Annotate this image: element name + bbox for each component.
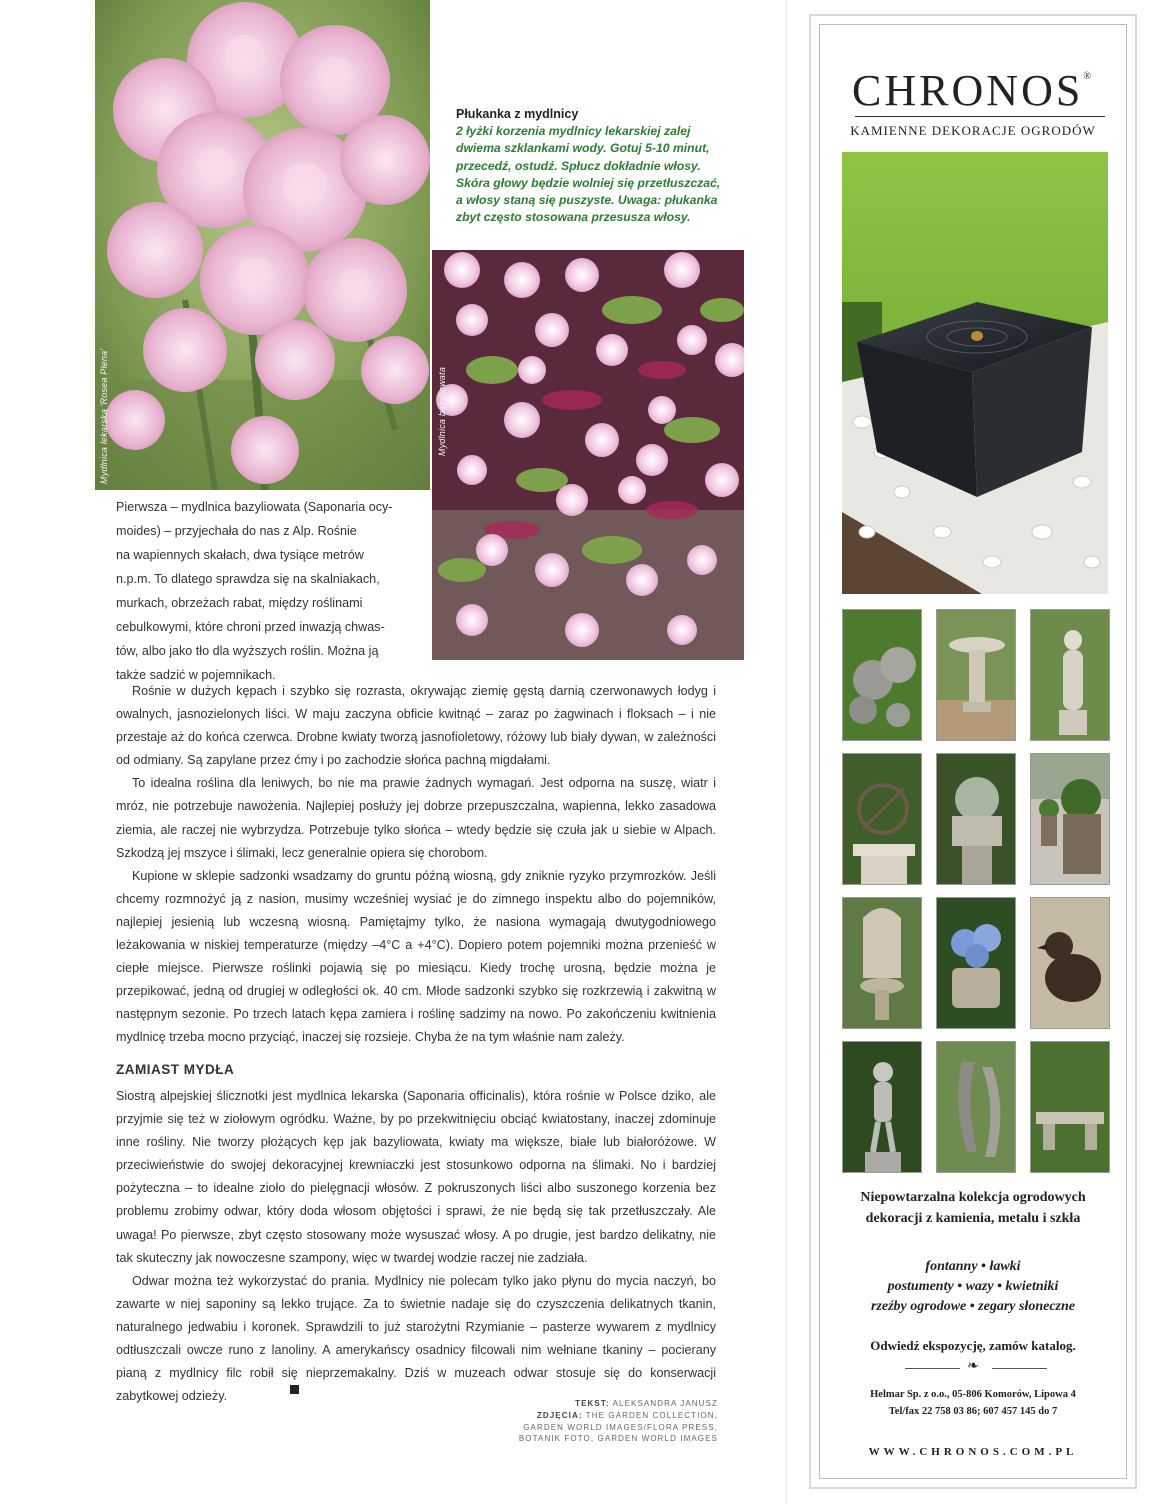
credits-photo-label: ZDJĘCIA:	[536, 1410, 583, 1420]
statue-thumb	[1030, 609, 1110, 741]
recipe-line: 2 łyżki korzenia mydlnicy lekarskiej zalej	[456, 124, 691, 139]
ad-headline-2: dekoracji z kamienia, metalu i szkła	[865, 1211, 1081, 1226]
credits-photo-line: GARDEN WORLD IMAGES/FLORA PRESS,	[523, 1422, 718, 1432]
soapwort-rosea-plena-photo	[95, 0, 430, 490]
article-paragraph: Siostrą alpejskiej ślicznotki jest mydlnica lekarska (Saponaria officinalis), która rośnie w Polsce dziko, ale przyjmie się też w ziołowym ogródku. Ważne, by po przekwitnięciu obciąć kwiatostany, inaczej zdominuje inne rośliny. Nie tworzy płożących kęp jak bazyliowata, kwiaty ma większe, białe lub białoróżowe. W przeciwieństwie do swojej dekoracyjnej krewniaczki jest stosunkowo odporna na ślimaki. No i bardziej pożyteczna – to idealne zioło do pielęgnacji włosów. Z pokruszonych liści albo suszonego korzenia bez problemu zrobimy odwar, który doda włosom objętości i sprawi, że nie będą się tak przetłuszczały. Ale uwaga! Po pierwsze, zbyt często stosowany może wysuszać włosy. A po drugie, jest bardzo delikatny, nie tak skuteczny jak nowoczesne szampony, więc w twardej wodzie raczej nie zadziała.	[116, 1089, 716, 1265]
ad-address-2: Tel/fax 22 758 03 86; 607 457 145 do 7	[888, 1406, 1058, 1417]
ad-products-3: rzeźby ogrodowe • zegary słoneczne	[871, 1299, 1075, 1314]
right-photo-caption: Mydlnica bazyliowata	[437, 366, 447, 456]
sundial-thumb	[842, 753, 922, 885]
credits-text-label: TEKST:	[575, 1399, 610, 1408]
bird-sculpture-thumb	[1030, 897, 1110, 1029]
credits-author: ALEKSANDRA JANUSZ	[612, 1399, 718, 1408]
stone-bench-thumb	[1030, 1041, 1110, 1173]
chronos-advertisement[interactable]	[809, 14, 1137, 1489]
left-photo-caption: Mydlnica lekarska 'Rosea Plena'	[99, 348, 109, 484]
fountain-photo	[842, 152, 1108, 594]
article-paragraph: Odwar można też wykorzystać do prania. Mydlnicy nie polecam tylko jako płynu do mycia naczyń, bo zawarte w niej saponiny są lekko trujące. Za to świetnie nadaje się do czyszczenia delikatnych tkanin, naturalnego jedwabiu i koronek. Sprawdzili to już starożytni Rzymianie – pasterze wywarem z mydlnicy odtłuszczali owcze runo z lanoliny. A amerykańscy osadnicy filcowali nim wełniane tkaniny – pocierany pianą z mydlnicy filc robił się nieprzemakalny. Dziś w muzeach odwar stosuje się do konserwacji zabytkowej odzieży.	[116, 1273, 716, 1404]
stone-sculpture-thumb	[936, 1041, 1016, 1173]
recipe-line: Skóra głowy będzie wolniej się przetłuszczać,	[456, 175, 721, 190]
credits	[400, 1398, 718, 1445]
article-paragraph: To idealna roślina dla leniwych, bo nie ma prawie żadnych wymagań. Jest odporna na suszę, wiatr i mróz, nie potrzebuje nawożenia. Najlepiej posłuży jej dobrze przepuszczalna, wapienna, lekko zasadowa ziemia, ale raczej nie wybrzydza. Potrzebuje tylko słońca – wtedy będzie się czuła jak u siebie w Alpach. Szkodzą jej mszyce i ślimaki, lecz generalnie opiera się chorobom.	[116, 776, 716, 860]
ad-subtitle: KAMIENNE DEKORACJE OGRODÓW	[850, 123, 1096, 138]
recipe-title: Płukanka z mydlnicy	[456, 107, 579, 121]
end-mark	[290, 1385, 299, 1394]
intro-line: Pierwsza – mydlnica bazyliowata (Saponaria ocy-	[116, 500, 393, 514]
ad-address-1: Helmar Sp. z o.o., 05-806 Komorów, Lipowa 4	[870, 1389, 1076, 1400]
intro-line: murkach, obrzeżach rabat, między roślinami	[116, 596, 363, 610]
page-divider	[786, 0, 787, 1504]
ad-products-2: postumenty • wazy • kwietniki	[887, 1279, 1059, 1294]
ad-products-1: fontanny • ławki	[925, 1259, 1021, 1274]
article-intro	[116, 495, 426, 687]
intro-line: także sadzić w pojemnikach.	[116, 668, 276, 682]
ad-frame	[819, 24, 1127, 1479]
article-paragraph: Kupione w sklepie sadzonki wsadzamy do gruntu późną wiosną, gdy zniknie ryzyko przymrozków. Jeśli chcemy rozmnożyć ją z nasion, musimy wcześniej wysiać je do zimnego inspektu albo do pojemników, najlepiej jesienią lub wczesną wiosną. Pamiętajmy tylko, że nasiona wymagają dwutygodniowego leżakowania w niskiej temperaturze (między –4°C a +4°C). Dopiero potem pojemniki można przenieść w ciepłe miejsce. Pierwsze roślinki pojawią się po miesiącu. Kiedy trochę urosną, będzie można je przepikować, jedną od drugiej w odległości ok. 40 cm. Młode sadzonki szybko się rozkrzewią i zakwitną w następnym sezonie. Po trzech latach kępa zamiera i roślinę sadzimy na nowo. Po zakończeniu kwitnienia mydlnicę trzeba mocno przyciąć, inaczej się rozsieje. Chyba że na tym właśnie nam zależy.	[116, 868, 716, 1045]
recipe-line: zbyt często stosowana przesusza włosy.	[456, 210, 691, 225]
ad-brand	[820, 65, 1126, 116]
intro-line: tów, albo jako tło dla wyższych roślin. Można ją	[116, 644, 379, 658]
intro-line: na wapiennych skałach, dwa tysiące metrów	[116, 548, 364, 562]
ad-headline-1: Niepowtarzalna kolekcja ogrodowych	[860, 1190, 1086, 1205]
soapwort-ocymoides-photo	[432, 250, 744, 660]
credits-photo-line: THE GARDEN COLLECTION,	[585, 1410, 718, 1420]
cherub-statue-thumb	[842, 1041, 922, 1173]
ad-brand-name: CHRONOS	[852, 66, 1084, 115]
intro-line: cebulkowymi, które chroni przed inwazją chwas-	[116, 620, 385, 634]
credits-photo-line: BOTANIK FOTO, GARDEN WORLD IMAGES	[518, 1434, 718, 1444]
intro-line: moides) – przyjechała do nas z Alp. Rośnie	[116, 524, 357, 538]
birdbath-thumb	[936, 609, 1016, 741]
ad-rule	[855, 116, 1105, 117]
intro-line: n.p.m. To dlatego sprawdza się na skalniakach,	[116, 572, 380, 586]
hydrangea-pot-thumb	[936, 897, 1016, 1029]
ornament-icon: ❧	[967, 1359, 979, 1374]
planter-urn-thumb	[936, 753, 1016, 885]
recipe-line: dwiema szklankami wody. Gotuj 5-10 minut,	[456, 141, 710, 156]
article-paragraph: Rośnie w dużych kępach i szybko się rozrasta, okrywając ziemię gęstą darnią czerwonawych łodyg i owalnych, jasnozielonych liści. W maju zaczyna obficie kwitnąć – zaraz po żagwinach i floksach – i nie przestaje aż do końca czerwca. Drobne kwiaty tworzą jasnofioletowy, różowy lub biały dywan, w zależności od odmiany. Są zapylane przez ćmy i po zachodzie słońca pachną migdałami.	[116, 684, 716, 768]
registered-mark: ®	[1083, 71, 1094, 82]
wall-fountain-thumb	[842, 897, 922, 1029]
section-heading: ZAMIAST MYDŁA	[116, 1062, 235, 1077]
article-body-a	[116, 680, 716, 1050]
recipe-line: a włosy staną się puszyste. Uwaga: płukanka	[456, 193, 718, 208]
ad-cta[interactable]: Odwiedź ekspozycję, zamów katalog.	[870, 1338, 1076, 1353]
ad-website-link[interactable]: WWW.CHRONOS.COM.PL	[868, 1446, 1078, 1458]
stone-spheres-thumb	[842, 609, 922, 741]
tall-planters-thumb	[1030, 753, 1110, 885]
rinse-recipe	[456, 106, 746, 226]
ornament-rule-right	[992, 1368, 1047, 1369]
recipe-line: przecedź, ostudź. Spłucz dokładnie włosy.	[456, 158, 701, 173]
article-body-b	[116, 1085, 716, 1408]
